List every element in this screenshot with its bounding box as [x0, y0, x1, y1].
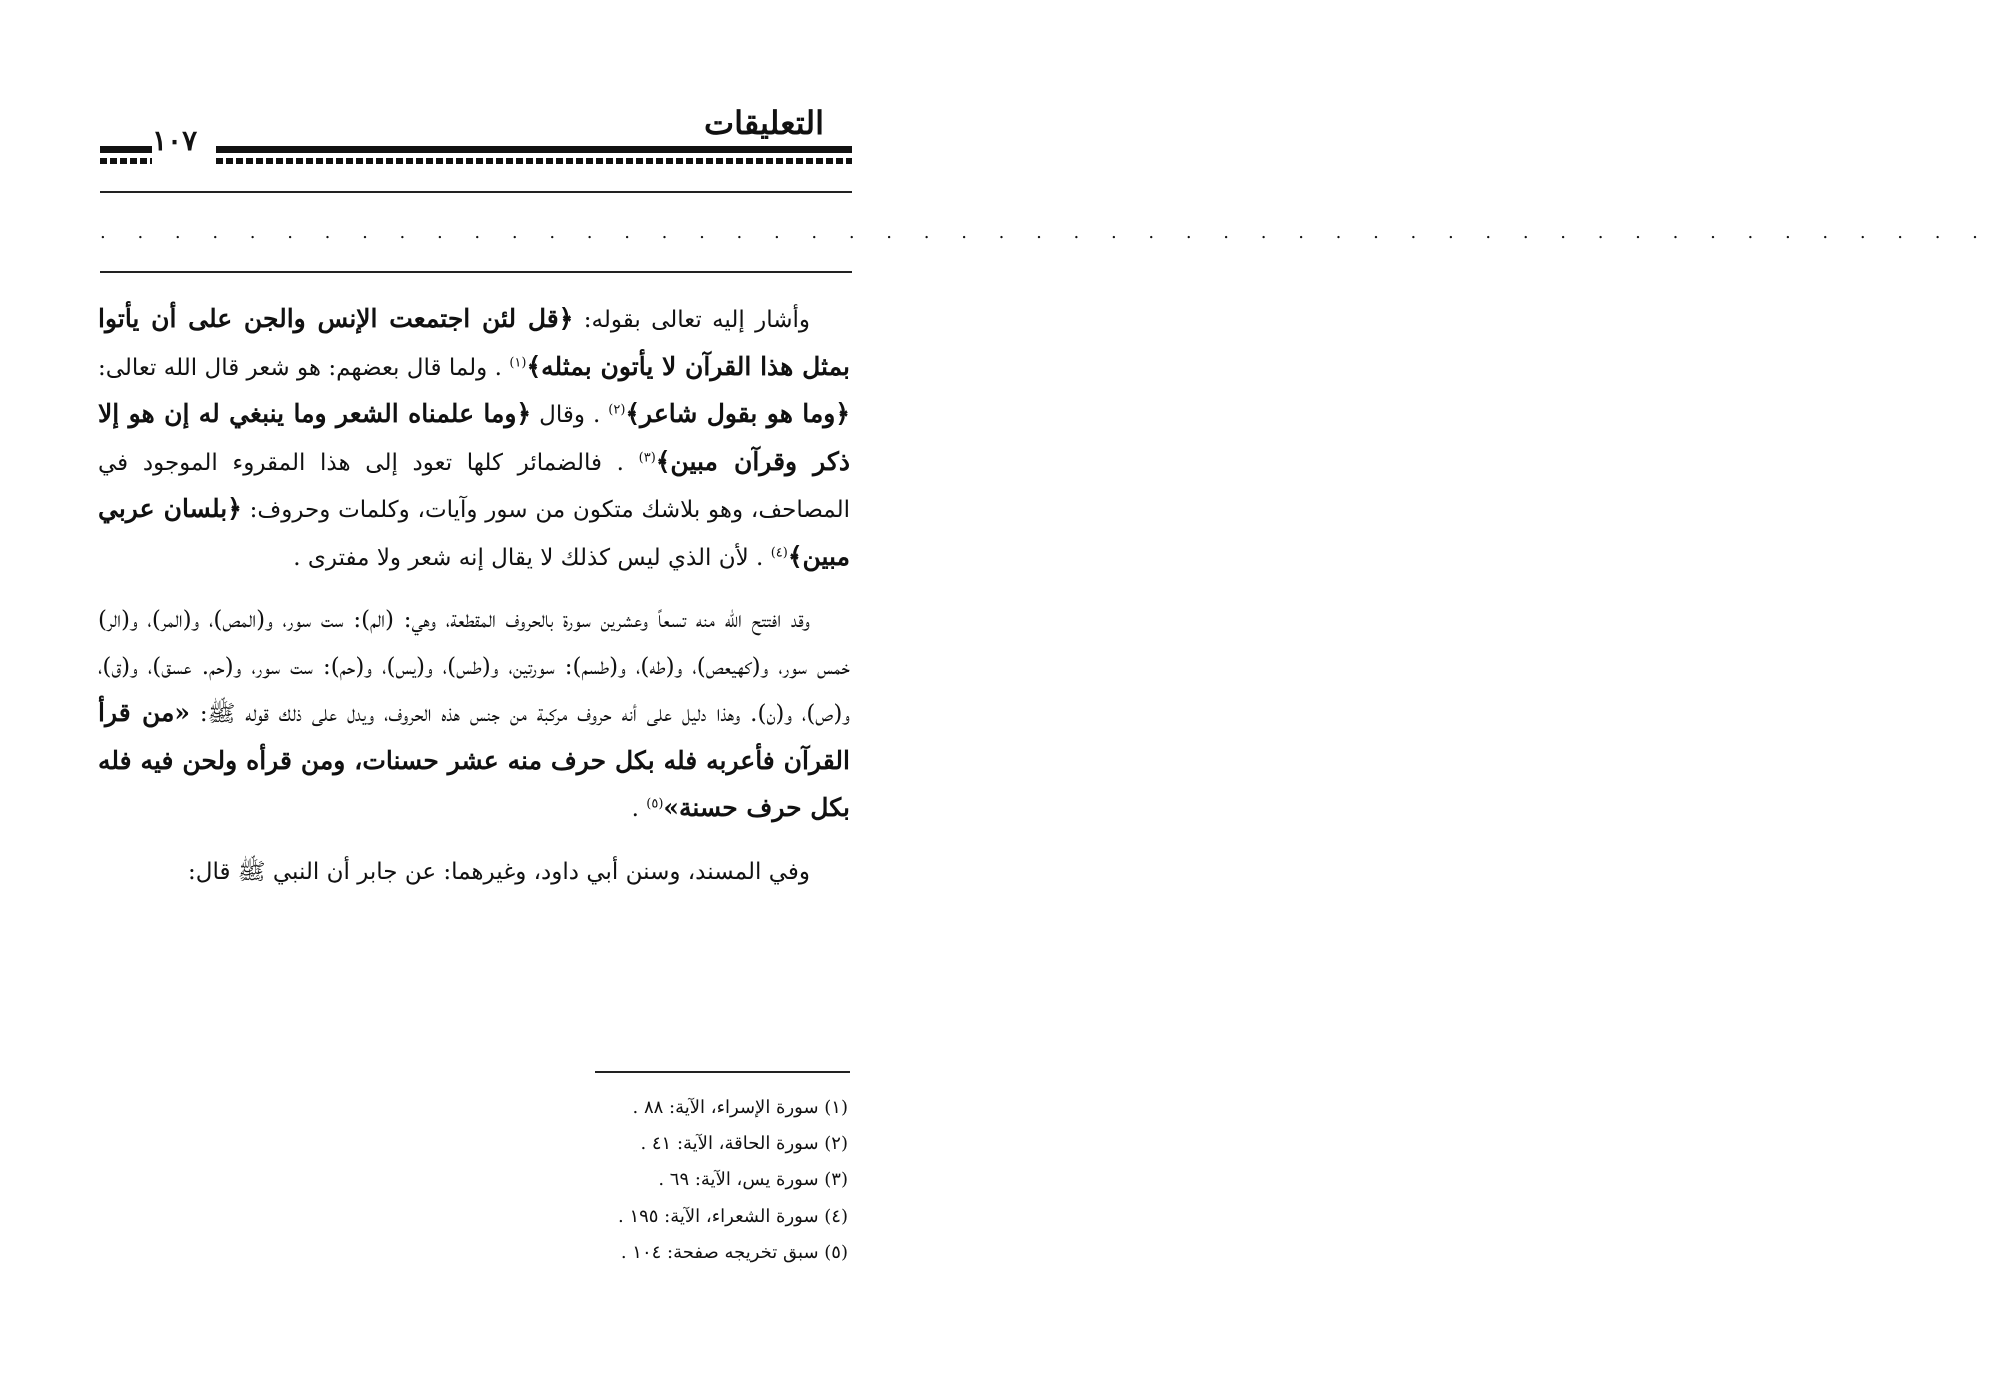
text-run: وأشار إليه تعالى بقوله: — [573, 307, 810, 333]
text-run: وفي المسند، وسنن أبي داود، وغيرهما: عن جابر أن النبي ﷺ قال: — [187, 858, 810, 885]
footnote-ref: (٥) — [646, 796, 664, 812]
text-run: . ولما قال بعضهم: هو شعر قال الله تعالى: — [98, 354, 510, 381]
separator-rule-bottom — [100, 271, 852, 273]
text-run: . — [631, 796, 647, 822]
footnote: (٤) سورة الشعراء، الآية: ١٩٥ . — [617, 1205, 848, 1227]
quran-quote: ﴿بلسان عربي مبين﴾ — [98, 494, 850, 571]
text-run: . لأن الذي ليس كذلك لا يقال إنه شعر ولا مفترى . — [293, 544, 771, 571]
paragraph — [98, 849, 850, 896]
hadith-quote: «من قرأ القرآن فأعربه فله بكل حرف منه عشر حسنات، ومن قرأه ولحن فيه فله بكل حرف حسنة» — [98, 698, 850, 822]
header-rule-dashed-left — [100, 158, 152, 164]
header-rule-thick — [216, 146, 852, 153]
footnote-ref: (٤) — [770, 544, 788, 560]
quran-quote: ﴿وما علمناه الشعر وما ينبغي له إن هو إلا ذكر وقرآن مبين﴾ — [98, 399, 850, 476]
footnote: (٣) سورة يس، الآية: ٦٩ . — [658, 1169, 848, 1191]
text-run: وقد افتتح الله منه تسعاً وعشرين سورة بالحروف المقطعة، وهي: (الم): ست سور، و(المص)، و(المر)، و(الر) خمس سور، و(كهيعص)، و(طه)، و(طسم): سورتين، و(طس)، و(يس)، و(حم): ست سور، و(حم. عسق)، و(ق)، و(ص)، و(ن). وهذا دليل على أنه حروف مركبة من جنس هذه الحروف، ويدل على ذلك قوله ﷺ: — [98, 607, 850, 727]
paragraph — [98, 597, 850, 833]
paragraph — [98, 296, 850, 581]
footnote: (١) سورة الإسراء، الآية: ٨٨ . — [632, 1097, 848, 1118]
footnote-separator — [595, 1071, 850, 1073]
running-header-title: التعليقات — [703, 104, 824, 142]
separator-rule-top — [100, 191, 852, 193]
text-run: . فالضمائر كلها تعود إلى هذا المقروء الموجود في المصاحف، وهو بلاشك متكون من سور وآيات، وكلمات وحروف: — [98, 449, 850, 523]
page-number: ١٠٧ — [152, 124, 198, 157]
footnote: (٥) سبق تخريجه صفحة: ١٠٤ . — [620, 1241, 848, 1263]
footnote-ref: (٢) — [608, 402, 626, 418]
footnote: (٢) سورة الحاقة، الآية: ٤١ . — [640, 1133, 848, 1155]
quran-quote: ﴿قل لئن اجتمعت الإنس والجن على أن يأتوا بمثل هذا القرآن لا يأتون بمثله﴾ — [98, 304, 850, 381]
footnotes — [618, 1090, 848, 1271]
footnote-ref: (١) — [509, 354, 527, 370]
dotted-separator: . . . . . . . . . . . . . . . . . . . . . . . . . . . . . . . . . . . . . . . . . . . . . . . . . . . — [100, 222, 1991, 243]
footnote-ref: (٣) — [638, 449, 656, 465]
header-rule-dashed — [216, 158, 852, 164]
header-rule-thick-left — [100, 146, 152, 153]
text-run: . وقال — [531, 402, 609, 428]
quran-quote: ﴿وما هو بقول شاعر﴾ — [625, 399, 850, 428]
main-text — [98, 296, 850, 911]
